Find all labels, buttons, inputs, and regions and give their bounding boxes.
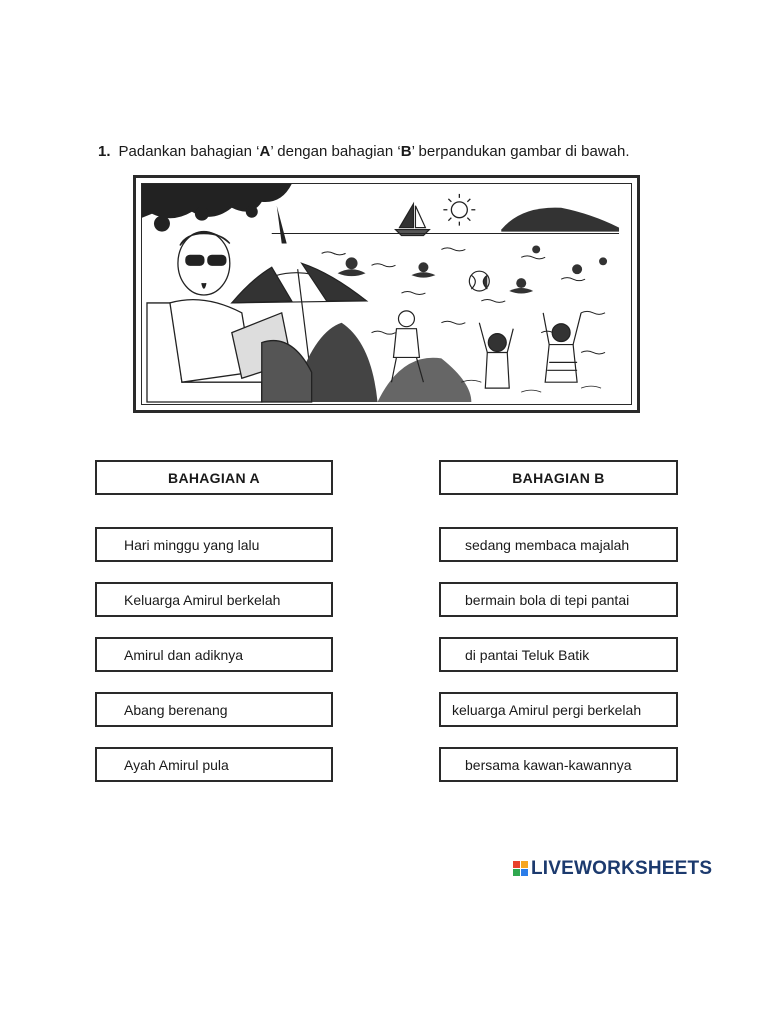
section-b-item[interactable]: di pantai Teluk Batik	[439, 637, 678, 672]
beach-illustration	[141, 183, 632, 405]
section-b-header: BAHAGIAN B	[439, 460, 678, 495]
logo-square-2	[521, 861, 528, 868]
section-a-item[interactable]: Ayah Amirul pula	[95, 747, 333, 782]
liveworksheets-logo-icon	[513, 859, 529, 879]
logo-square-4	[521, 869, 528, 876]
section-a-item[interactable]: Hari minggu yang lalu	[95, 527, 333, 562]
beach-ball-icon	[469, 271, 489, 291]
logo-square-1	[513, 861, 520, 868]
section-b-item[interactable]: bermain bola di tepi pantai	[439, 582, 678, 617]
section-a-item[interactable]: Keluarga Amirul berkelah	[95, 582, 333, 617]
beach-picture-frame	[133, 175, 640, 413]
section-b-item[interactable]: keluarga Amirul pergi berkelah	[439, 692, 678, 727]
section-a-item[interactable]: Amirul dan adiknya	[95, 637, 333, 672]
section-a-header: BAHAGIAN A	[95, 460, 333, 495]
question-number: 1.	[98, 143, 111, 160]
question-text-2: ’ dengan bahagian ‘	[270, 143, 401, 160]
question-text-3: ’ berpandukan gambar di bawah.	[411, 143, 630, 160]
liveworksheets-logo[interactable]	[513, 858, 712, 880]
question-instruction	[98, 143, 630, 160]
logo-text: LIVEWORKSHEETS	[531, 858, 713, 879]
question-label-a: A	[259, 143, 271, 160]
section-b-item[interactable]: sedang membaca majalah	[439, 527, 678, 562]
question-text-1: Padankan bahagian ‘	[118, 143, 260, 160]
section-a-item[interactable]: Abang berenang	[95, 692, 333, 727]
question-label-b: B	[400, 143, 412, 160]
beach-scene-image	[142, 184, 631, 404]
section-b-item[interactable]: bersama kawan-kawannya	[439, 747, 678, 782]
logo-square-3	[513, 869, 520, 876]
